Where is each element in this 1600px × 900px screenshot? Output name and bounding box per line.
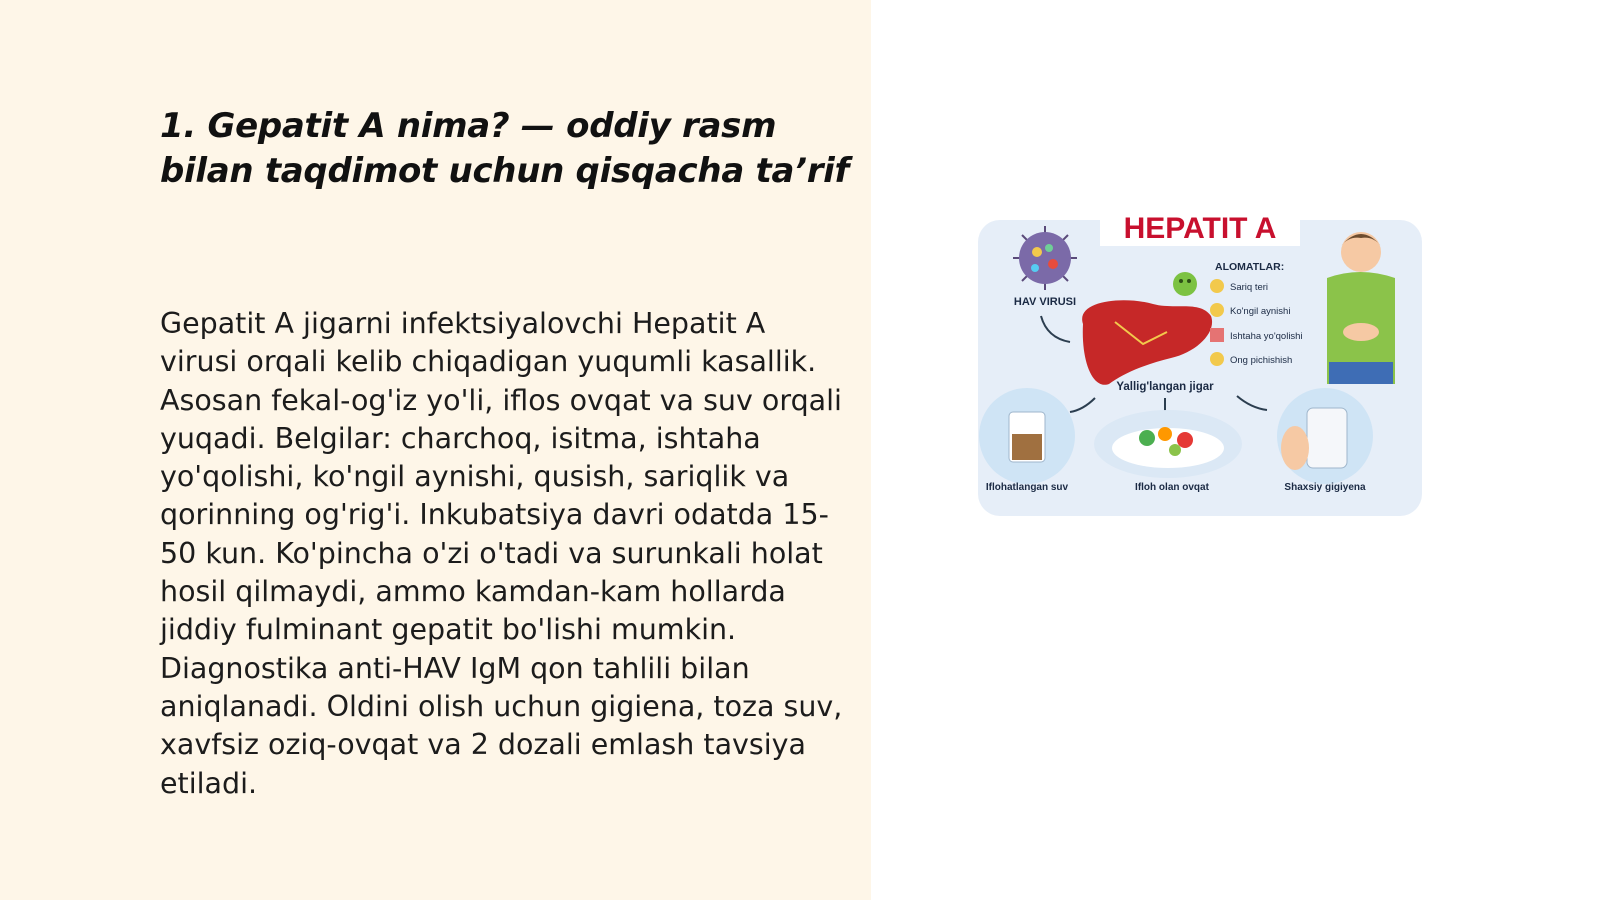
abdominal-pain-icon (1210, 352, 1224, 366)
virus-label: HAV VIRUSI (1013, 296, 1077, 308)
virus-icon (1013, 226, 1077, 290)
dirty-water (1012, 434, 1042, 460)
hygiene-label: Shaxsiy gigiyena (1284, 482, 1366, 493)
food-item (1158, 427, 1172, 441)
food-label: Ifloh olan ovqat (1135, 482, 1209, 493)
symptom-item: Ishtaha yo'qolishi (1230, 331, 1303, 342)
hepatitis-a-illustration (975, 212, 1425, 522)
symptom-item: Sariq teri (1230, 282, 1269, 293)
symptom-item: Ong pichishish (1230, 355, 1293, 366)
illustration-canvas (975, 212, 1425, 522)
liver-label: Yallig'langan jigar (1116, 381, 1214, 393)
nausea-icon (1210, 303, 1224, 317)
food-item (1169, 444, 1181, 456)
slide-title: 1. Gepatit A nima? — oddiy rasm bilan taqdimot uchun qisqacha ta’rif (160, 106, 850, 191)
yellow-skin-icon (1210, 279, 1224, 293)
germ-icon (1173, 272, 1197, 296)
illustration-heading: HEPATIT A (1123, 212, 1277, 245)
symptoms-title: ALOMATLAR: (1215, 261, 1285, 273)
symptom-item: Ko'ngil aynishi (1230, 306, 1291, 317)
water-label: Iflohatlangan suv (985, 482, 1069, 493)
salad-icon (1139, 430, 1155, 446)
toilet-icon (1307, 408, 1347, 468)
appetite-icon (1210, 328, 1224, 342)
food-item (1177, 432, 1193, 448)
hand-icon (1281, 426, 1309, 470)
slide-body-text: Gepatit A jigarni infektsiyalovchi Hepatit A virusi orqali kelib chiqadigan yuqumli kasallik. Asosan fekal-og'iz yo'li, iflos ovqat va suv orqali yuqadi. Belgilar: charchoq, isitma, ishtaha yo'qolishi, ko'ngil aynishi, qusish, sariqlik va qorinning og'rig'i. Inkubatsiya davri odatda 15-50 kun. Ko'pincha o'zi o'tadi va surunkali holat hosil qilmaydi, ammo kamdan-kam hollarda jiddiy fulminant gepatit bo'lishi mumkin. Diagnostika anti-HAV IgM qon tahlili bilan aniqlanadi. Oldini olish uchun gigiena, toza suv, xavfsiz oziq-ovqat va 2 dozali emlash tavsiya etiladi. (160, 307, 843, 800)
